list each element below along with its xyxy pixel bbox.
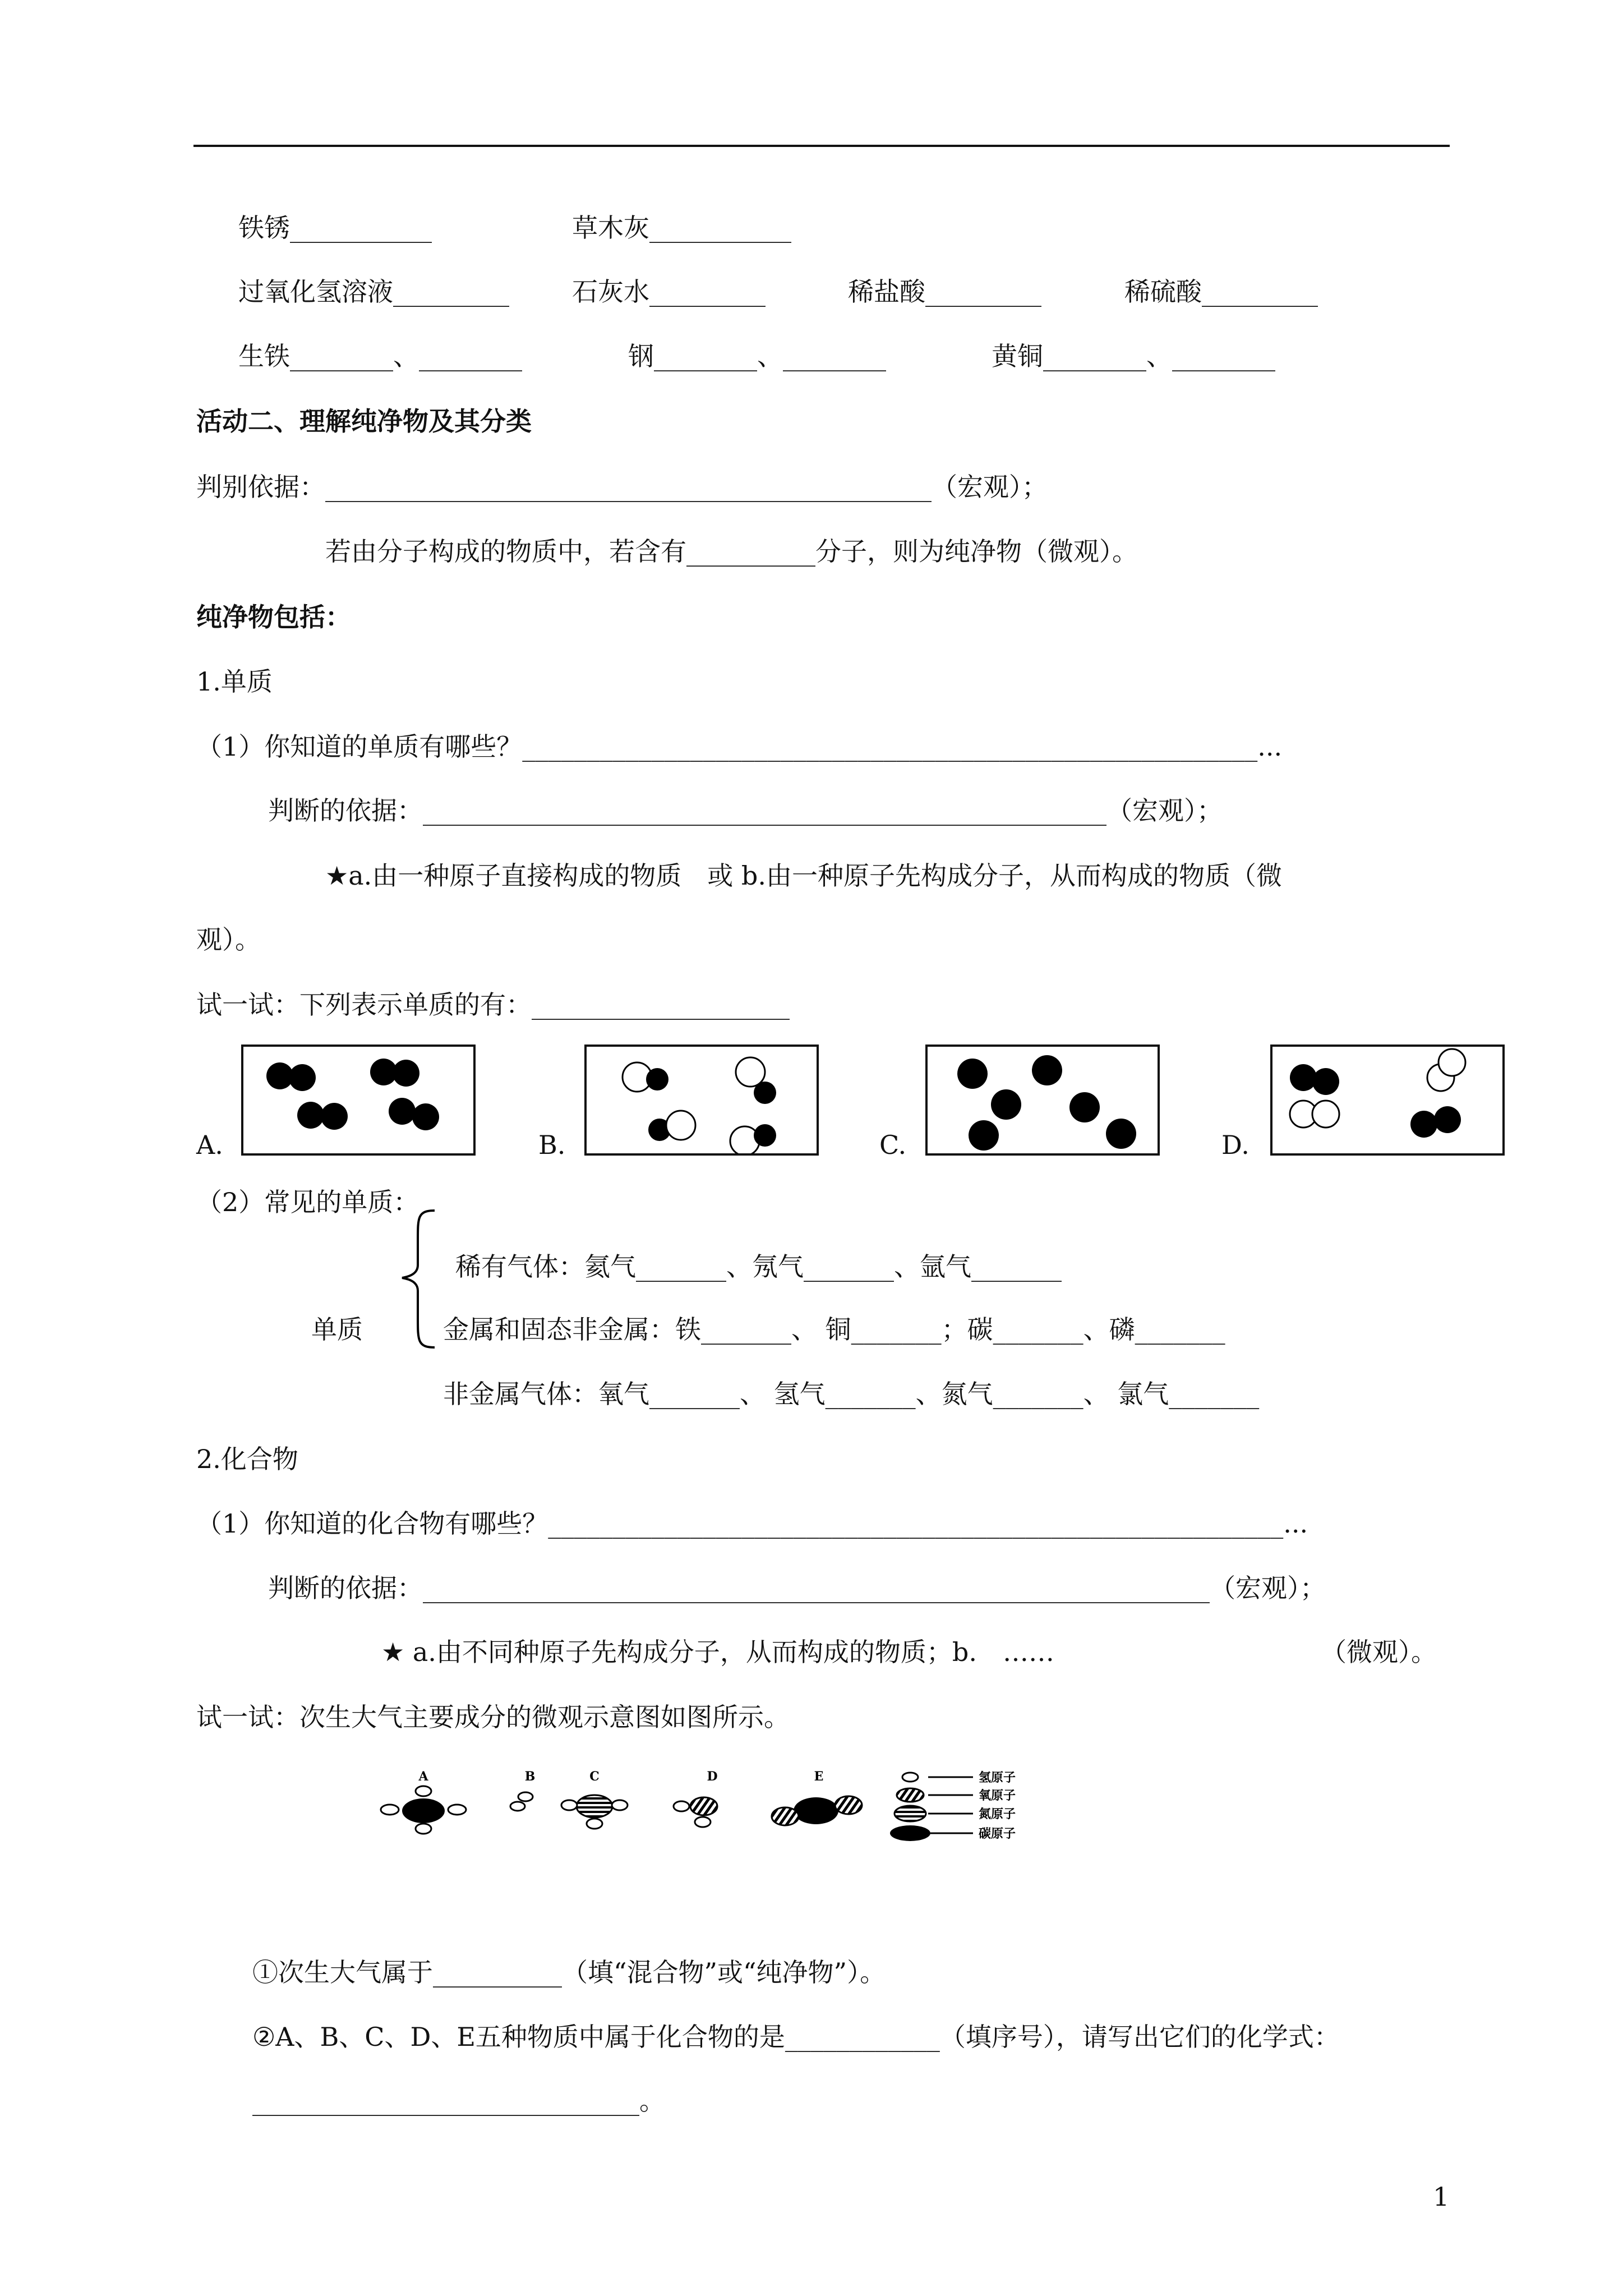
option-d-molecules — [1272, 1047, 1502, 1153]
fig-label-d: D — [707, 1769, 718, 1784]
option-c-label: C. — [879, 1130, 907, 1160]
compound-heading: 2.化合物 — [196, 1444, 298, 1474]
answer-1: ①次生大气属于__________（填“混合物”或“纯净物”）。 — [252, 1957, 886, 1987]
category-rare-gas: 稀有气体：氦气_______、氖气_______、氩气_______ — [455, 1251, 1062, 1282]
option-d-figure — [1270, 1045, 1505, 1156]
legend-oxygen: 氧原子 — [979, 1788, 1016, 1803]
brace-icon — [395, 1206, 440, 1352]
legend-hydrogen: 氢原子 — [979, 1770, 1016, 1785]
option-b-figure — [584, 1045, 819, 1156]
blank-xiliusuan: 稀硫酸_________ — [1124, 277, 1318, 307]
blank-h2o2: 过氧化氢溶液_________ — [238, 277, 509, 307]
blank-caomuhui: 草木灰___________ — [572, 213, 791, 243]
element-try: 试一试：下列表示单质的有：____________________ — [196, 990, 790, 1020]
element-heading: 1.单质 — [196, 666, 273, 697]
fig-label-c: C — [589, 1769, 600, 1784]
category-label-danzhi: 单质 — [311, 1314, 363, 1345]
element-q2: （2）常见的单质： — [196, 1187, 419, 1217]
compound-q1: （1）你知道的化合物有哪些？_________________________________________________________... — [196, 1508, 1308, 1539]
element-basis: 判断的依据：_____________________________________________________（宏观）； — [268, 795, 1223, 826]
compound-star: ★ a.由不同种原子先构成分子，从而构成的物质；b. …… — [381, 1637, 1054, 1667]
compound-star-tail: （微观）。 — [1321, 1637, 1437, 1667]
blank-shihuishui: 石灰水_________ — [572, 277, 766, 307]
option-a-molecules — [243, 1047, 473, 1153]
option-d-label: D. — [1221, 1130, 1249, 1160]
compound-try: 试一试：次生大气主要成分的微观示意图如图所示。 — [196, 1702, 790, 1732]
compound-basis: 判断的依据：_____________________________________________________________（宏观）； — [268, 1573, 1326, 1603]
category-nonmetal-gas: 非金属气体：氧气_______、 氢气_______、氮气_______、 氯气_______ — [443, 1379, 1260, 1409]
option-b-molecules — [587, 1047, 817, 1153]
element-q1: （1）你知道的单质有哪些？_________________________________________________________... — [196, 731, 1283, 762]
element-star-line2: 观）。 — [196, 924, 261, 955]
fig-label-e: E — [814, 1769, 824, 1784]
blank-tiexiu: 铁锈___________ — [238, 213, 432, 243]
option-c-atoms — [928, 1047, 1158, 1153]
option-c-figure — [925, 1045, 1160, 1156]
blank-huangtong: 黄铜________、________ — [992, 341, 1275, 371]
option-a-figure — [241, 1045, 476, 1156]
pure-basis: 判别依据：_______________________________________________（宏观）； — [196, 472, 1048, 502]
legend-nitrogen: 氮原子 — [979, 1807, 1016, 1821]
answer-2: ②A、B、C、D、E五种物质中属于化合物的是____________（填序号），请写出它们的化学式： — [252, 2022, 1340, 2052]
page-number: 1 — [1433, 2182, 1450, 2212]
header-rule — [193, 145, 1450, 147]
blank-xiyansuan: 稀盐酸_________ — [848, 277, 1041, 307]
atmosphere-molecule-figure — [367, 1766, 1096, 1844]
fig-label-a: A — [418, 1769, 428, 1784]
blank-gang: 钢________、________ — [628, 341, 886, 371]
option-a-label: A. — [196, 1130, 223, 1160]
fig-label-b: B — [524, 1769, 536, 1784]
legend-carbon: 碳原子 — [979, 1826, 1016, 1841]
blank-shengtie: 生铁________、________ — [238, 341, 522, 371]
element-star-line1: ★a.由一种原子直接构成的物质 或 b.由一种原子先构成分子，从而构成的物质（微 — [325, 861, 1282, 891]
answer-3: ______________________________。 — [252, 2086, 665, 2116]
pure-micro: 若由分子构成的物质中，若含有__________分子，则为纯净物（微观）。 — [325, 536, 1138, 567]
option-b-label: B. — [538, 1130, 566, 1160]
activity2-heading: 活动二、理解纯净物及其分类 — [196, 406, 532, 436]
pure-includes: 纯净物包括： — [196, 602, 351, 632]
category-metal-solid: 金属和固态非金属：铁_______、 铜_______；碳_______、磷_______ — [443, 1314, 1225, 1345]
